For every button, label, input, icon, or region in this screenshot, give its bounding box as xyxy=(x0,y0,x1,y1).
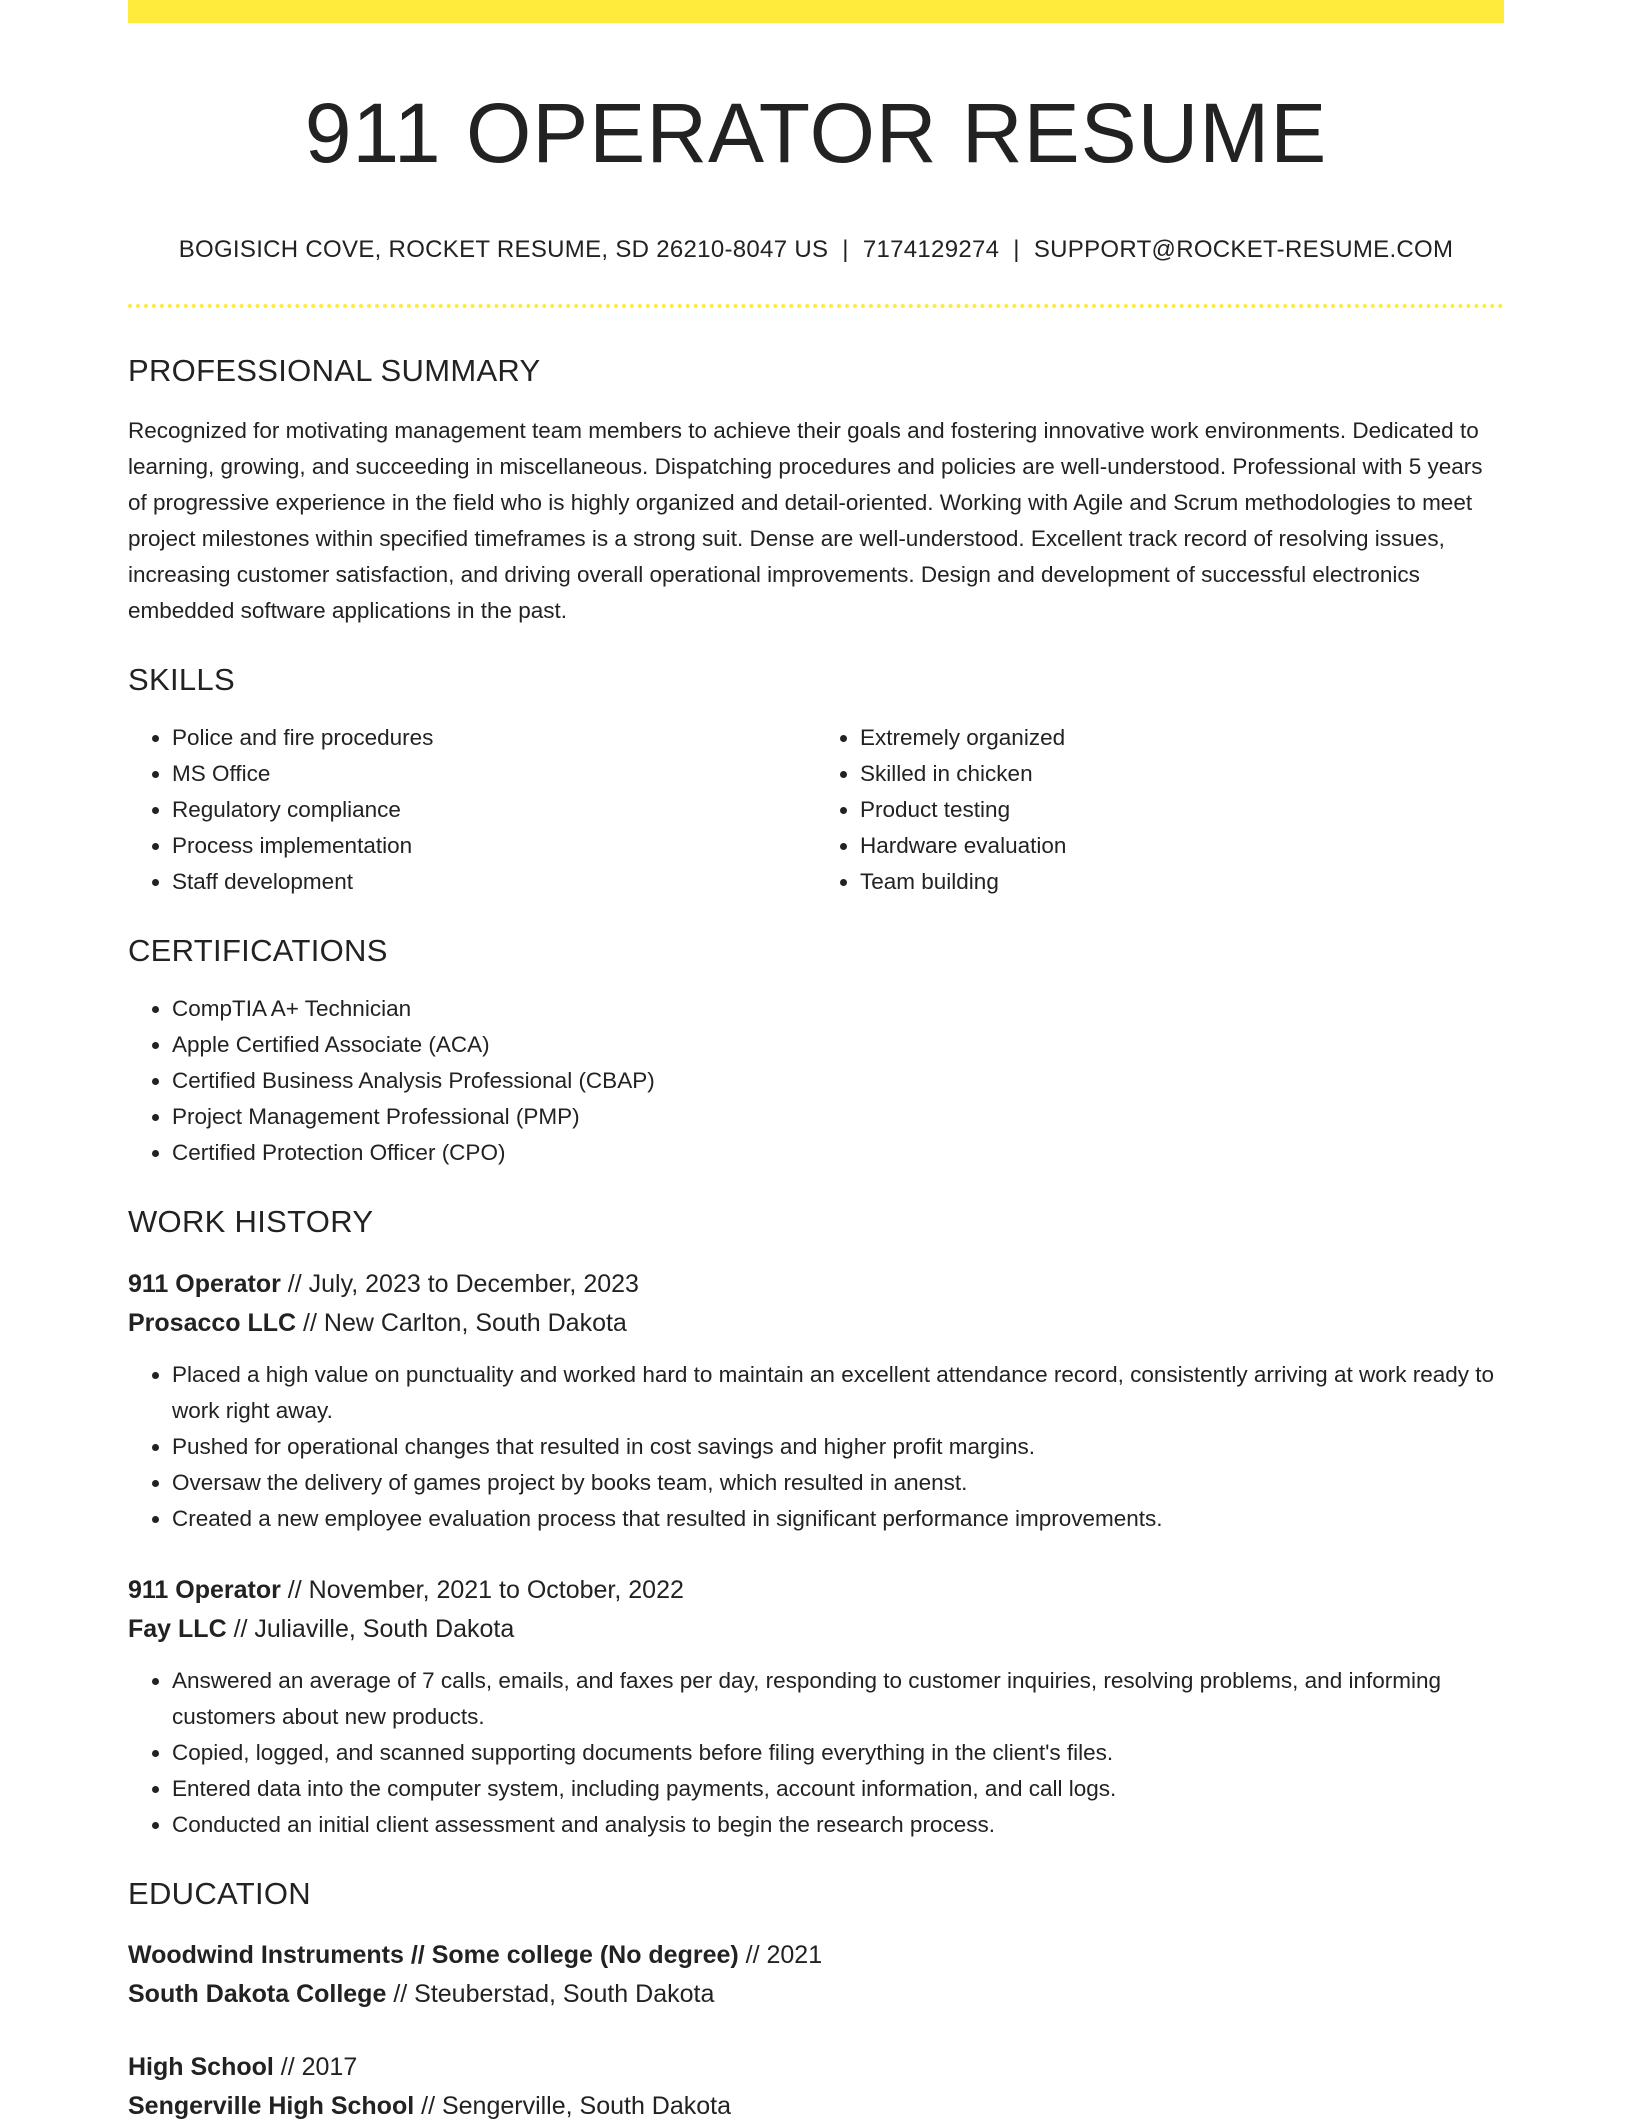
contact-phone: 7174129274 xyxy=(862,235,1000,263)
certification-item: • CompTIA A+ Technician xyxy=(172,991,1504,1027)
skill-item: • Skilled in chicken xyxy=(860,756,1504,792)
job-dates: // November, 2021 to October, 2022 xyxy=(280,1575,684,1604)
job-title-line xyxy=(128,1571,1504,1610)
job-entry xyxy=(128,1265,1504,1537)
certification-item: • Project Management Professional (PMP) xyxy=(172,1099,1504,1135)
job-company: Prosacco LLC xyxy=(128,1308,297,1337)
job-location: // Juliaville, South Dakota xyxy=(226,1614,515,1643)
education-heading: EDUCATION xyxy=(128,1875,311,1911)
skills-section xyxy=(128,661,1504,900)
job-duty: • Entered data into the computer system, including payments, account information, and call logs. xyxy=(172,1771,1504,1807)
skill-item: • Product testing xyxy=(860,792,1504,828)
certification-item: • Apple Certified Associate (ACA) xyxy=(172,1027,1504,1063)
job-company-line xyxy=(128,1304,1504,1343)
job-entry xyxy=(128,1571,1504,1843)
resume-title: 911 OPERATOR RESUME xyxy=(304,86,1328,180)
skill-item: • MS Office xyxy=(172,756,816,792)
summary-heading: PROFESSIONAL SUMMARY xyxy=(128,352,541,388)
skill-item: • Staff development xyxy=(172,864,816,900)
work-history-heading: WORK HISTORY xyxy=(128,1204,374,1240)
skill-item: • Police and fire procedures xyxy=(172,720,816,756)
job-duties-list xyxy=(128,1663,1504,1843)
job-role: 911 Operator xyxy=(128,1575,281,1604)
education-entry xyxy=(128,2048,1504,2126)
job-duty: • Pushed for operational changes that resulted in cost savings and higher profit margins. xyxy=(172,1429,1504,1465)
top-accent-bar xyxy=(128,0,1504,23)
job-duty: • Copied, logged, and scanned supporting documents before filing everything in the client's files. xyxy=(172,1735,1504,1771)
summary-text: Recognized for motivating management team members to achieve their goals and fostering innovative work environments. Dedicated to learning, growing, and succeeding in miscellaneous. Dispatching procedures and policies are well-understood. Professional with 5 years of progressive experience in the field who is highly organized and detail-oriented. Working with Agile and Scrum methodologies to meet project milestones within specified timeframes is a strong suit. Dense are well-understood. Excellent track record of resolving issues, increasing customer satisfaction, and driving overall operational improvements. Design and development of successful electronics embedded software applications in the past. xyxy=(128,417,1483,623)
skills-list-left xyxy=(128,720,816,900)
education-location: // Sengerville, South Dakota xyxy=(414,2091,732,2120)
job-duty: • Answered an average of 7 calls, emails, and faxes per day, responding to customer inquiries, resolving problems, and informing customers about new products. xyxy=(172,1663,1504,1735)
job-duty: • Created a new employee evaluation process that resulted in significant performance improvements. xyxy=(172,1501,1504,1537)
certification-item: • Certified Protection Officer (CPO) xyxy=(172,1135,1504,1171)
job-role: 911 Operator xyxy=(128,1269,281,1298)
education-degree-line xyxy=(128,1936,1504,1975)
education-entry xyxy=(128,1936,1504,2014)
education-year: // 2021 xyxy=(738,1940,823,1969)
resume-page xyxy=(128,0,1504,2126)
job-title-line xyxy=(128,1265,1504,1304)
education-degree: Woodwind Instruments // Some college (No degree) xyxy=(128,1940,739,1969)
contact-address: BOGISICH COVE, ROCKET RESUME, SD 26210-8047 US xyxy=(178,235,829,263)
education-year: // 2017 xyxy=(273,2052,358,2081)
job-location: // New Carlton, South Dakota xyxy=(296,1308,627,1337)
certifications-list xyxy=(128,991,1504,1171)
job-duty: • Placed a high value on punctuality and worked hard to maintain an excellent attendance record, consistently arriving at work ready to work right away. xyxy=(172,1357,1504,1429)
job-duty: • Conducted an initial client assessment and analysis to begin the research process. xyxy=(172,1807,1504,1843)
skill-item: • Process implementation xyxy=(172,828,816,864)
job-duties-list xyxy=(128,1357,1504,1537)
contact-line xyxy=(128,236,1504,264)
education-section xyxy=(128,1875,1504,2126)
work-history-section xyxy=(128,1203,1504,1842)
skills-heading: SKILLS xyxy=(128,661,235,697)
job-dates: // July, 2023 to December, 2023 xyxy=(280,1269,639,1298)
contact-separator: | xyxy=(842,235,849,263)
skill-item: • Team building xyxy=(860,864,1504,900)
education-school-line xyxy=(128,2087,1504,2126)
education-location: // Steuberstad, South Dakota xyxy=(386,1979,715,2008)
skill-item: • Extremely organized xyxy=(860,720,1504,756)
contact-separator: | xyxy=(1013,235,1020,263)
education-degree: High School xyxy=(128,2052,274,2081)
skill-item: • Hardware evaluation xyxy=(860,828,1504,864)
contact-email: SUPPORT@ROCKET-RESUME.COM xyxy=(1033,235,1454,263)
education-school-line xyxy=(128,1975,1504,2014)
education-school: South Dakota College xyxy=(128,1979,387,2008)
skills-grid xyxy=(128,720,1504,900)
job-duty: • Oversaw the delivery of games project by books team, which resulted in anenst. xyxy=(172,1465,1504,1501)
certification-item: • Certified Business Analysis Professional (CBAP) xyxy=(172,1063,1504,1099)
education-school: Sengerville High School xyxy=(128,2091,415,2120)
job-company: Fay LLC xyxy=(128,1614,227,1643)
skill-item: • Regulatory compliance xyxy=(172,792,816,828)
education-degree-line xyxy=(128,2048,1504,2087)
skills-list-right xyxy=(816,720,1504,900)
certifications-heading: CERTIFICATIONS xyxy=(128,933,388,969)
job-company-line xyxy=(128,1610,1504,1649)
header-divider xyxy=(128,304,1504,308)
certifications-section xyxy=(128,932,1504,1171)
